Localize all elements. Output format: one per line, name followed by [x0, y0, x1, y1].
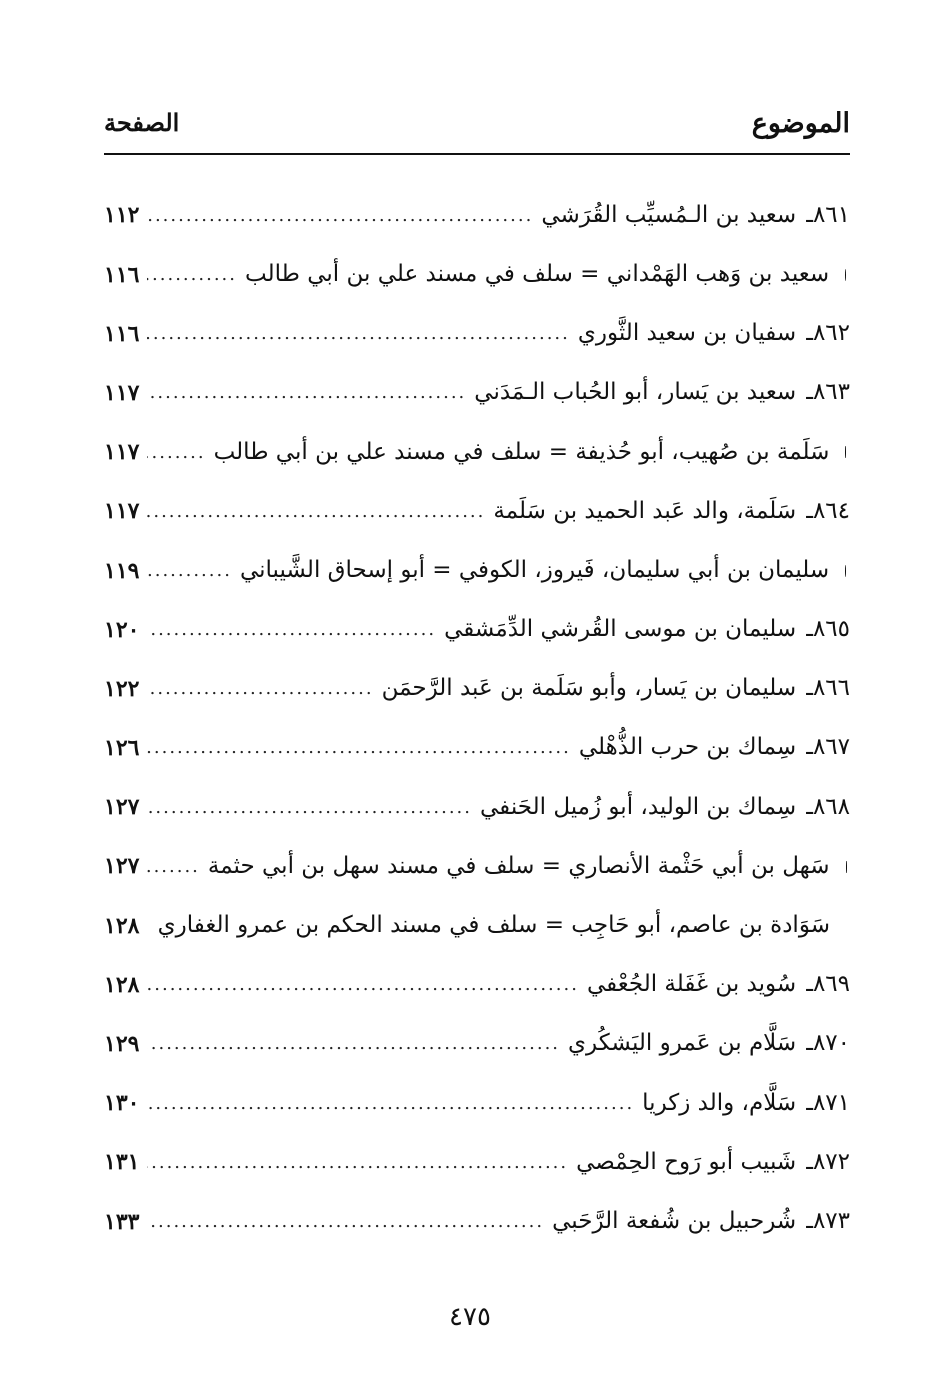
dot-leader	[147, 205, 533, 227]
entry-title: سليمان بن يَسار، وأبو سَلَمة بن عَبد الرَّحمَن	[381, 675, 797, 702]
toc-entry	[104, 1192, 850, 1251]
entry-title: سِماك بن الوليد، أبو زُميل الحَنفي	[480, 793, 797, 820]
dot-leader	[147, 382, 466, 404]
toc-entry	[104, 364, 850, 423]
header-divider	[104, 153, 850, 155]
toc-entry	[104, 482, 850, 541]
entry-page: ١١٧	[104, 379, 140, 406]
entry-page: ١١٧	[104, 498, 140, 525]
dot-leader	[147, 442, 205, 464]
entry-page: ١٢٦	[104, 735, 140, 762]
entry-page: ١١٧	[104, 439, 140, 466]
entry-number: ٨٧٠ـ	[806, 1030, 850, 1057]
entry-number: ٨٧٢ـ	[806, 1148, 850, 1175]
toc-entry	[104, 896, 850, 955]
toc-entry	[104, 778, 850, 837]
entry-title: سَهل بن أبي حَثْمة الأنصاري = سلف في مسند سهل بن أبي حثمة	[207, 852, 830, 879]
toc-entry	[104, 660, 850, 719]
dot-leader	[147, 323, 569, 345]
entry-page: ١١٩	[104, 557, 140, 584]
entry-number: ٨٦٢ـ	[806, 320, 850, 347]
dot-leader	[147, 797, 472, 819]
dot-leader	[147, 501, 485, 523]
entry-number: ٨٧١ـ	[806, 1089, 850, 1116]
dot-leader	[147, 264, 237, 286]
toc-header	[104, 108, 850, 152]
dot-leader	[147, 1033, 560, 1055]
dot-leader	[147, 678, 373, 700]
entry-number: ٨٦٥ـ	[806, 616, 850, 643]
table-of-contents	[104, 186, 850, 1251]
topic-column-label: الموضوع	[751, 108, 850, 139]
dot-leader	[147, 1211, 544, 1233]
entry-page: ١١٦	[104, 261, 140, 288]
entry-title: سليمان بن موسى القُرشي الدِّمَشقي	[444, 616, 797, 643]
entry-title: سَوَادة بن عاصم، أبو حَاجِب = سلف في مسند الحكم بن عمرو الغفاري	[157, 912, 830, 939]
dot-leader	[147, 915, 149, 937]
bullet-icon	[846, 861, 847, 873]
page-number: ٤٧٥	[449, 1302, 491, 1332]
dot-leader	[147, 974, 579, 996]
toc-entry	[104, 423, 850, 482]
bullet-icon	[845, 446, 846, 458]
entry-number: ٨٦٨ـ	[806, 793, 850, 820]
toc-entry	[104, 955, 850, 1014]
entry-title: سَلَمة، والد عَبد الحميد بن سَلَمة	[493, 497, 797, 524]
toc-entry	[104, 541, 850, 600]
toc-entry	[104, 600, 850, 659]
entry-number: ٨٦٦ـ	[806, 675, 850, 702]
entry-title: سَلَّام بن عَمرو اليَشكُري	[568, 1030, 797, 1057]
entry-title: سِماك بن حرب الذُّهْلي	[578, 734, 797, 761]
toc-entry	[104, 304, 850, 363]
entry-title: شُرحبيل بن شُفعة الرَّحَبي	[552, 1207, 797, 1234]
entry-page: ١١٢	[104, 202, 140, 229]
entry-title: سَلَّام، والد زكريا	[642, 1089, 797, 1116]
entry-number: ٨٦١ـ	[806, 201, 850, 228]
toc-entry	[104, 1074, 850, 1133]
dot-leader	[147, 737, 570, 759]
bullet-icon	[845, 565, 846, 577]
entry-page: ١٢٨	[104, 912, 140, 939]
entry-number: ٨٧٣ـ	[806, 1207, 850, 1234]
entry-number: ٨٦٤ـ	[806, 497, 850, 524]
entry-page: ١٣٣	[104, 1208, 140, 1235]
entry-title: شَبيب أبو رَوح الحِمْصي	[576, 1148, 797, 1175]
entry-page: ١٢٠	[104, 616, 140, 643]
toc-entry	[104, 1133, 850, 1192]
toc-entry	[104, 719, 850, 778]
entry-title: سليمان بن أبي سليمان، فَيروز، الكوفي = أبو إسحاق الشَّيباني	[239, 556, 830, 583]
entry-title: سعيد بن وَهب الهَمْداني = سلف في مسند علي بن أبي طالب	[245, 260, 830, 287]
entry-page: ١٢٧	[104, 794, 140, 821]
toc-entry	[104, 837, 850, 896]
entry-page: ١٣٠	[104, 1090, 140, 1117]
toc-entry	[104, 1015, 850, 1074]
toc-entry	[104, 186, 850, 245]
entry-title: سُويد بن غَفَلة الجُعْفي	[586, 971, 797, 998]
page-column-label: الصفحة	[104, 108, 180, 137]
bullet-icon	[845, 269, 846, 281]
entry-number: ٨٦٣ـ	[806, 379, 850, 406]
dot-leader	[147, 560, 232, 582]
dot-leader	[147, 856, 199, 878]
entry-number: ٨٦٩ـ	[806, 971, 850, 998]
entry-number: ٨٦٧ـ	[806, 734, 850, 761]
entry-title: سعيد بن يَسار، أبو الحُباب الـمَدَني	[474, 379, 797, 406]
toc-entry	[104, 245, 850, 304]
entry-page: ١٢٢	[104, 675, 140, 702]
entry-page: ١٢٧	[104, 853, 140, 880]
entry-page: ١٢٩	[104, 1031, 140, 1058]
entry-title: سعيد بن الـمُسيِّب القُرَشي	[541, 201, 797, 228]
entry-page: ١٢٨	[104, 971, 140, 998]
entry-title: سفيان بن سعيد الثَّوري	[577, 320, 797, 347]
dot-leader	[147, 1093, 634, 1115]
entry-page: ١١٦	[104, 320, 140, 347]
dot-leader	[147, 619, 436, 641]
dot-leader	[147, 1152, 568, 1174]
entry-title: سَلَمة بن صُهيب، أبو حُذيفة = سلف في مسند علي بن أبي طالب	[213, 438, 830, 465]
entry-page: ١٣١	[104, 1149, 140, 1176]
